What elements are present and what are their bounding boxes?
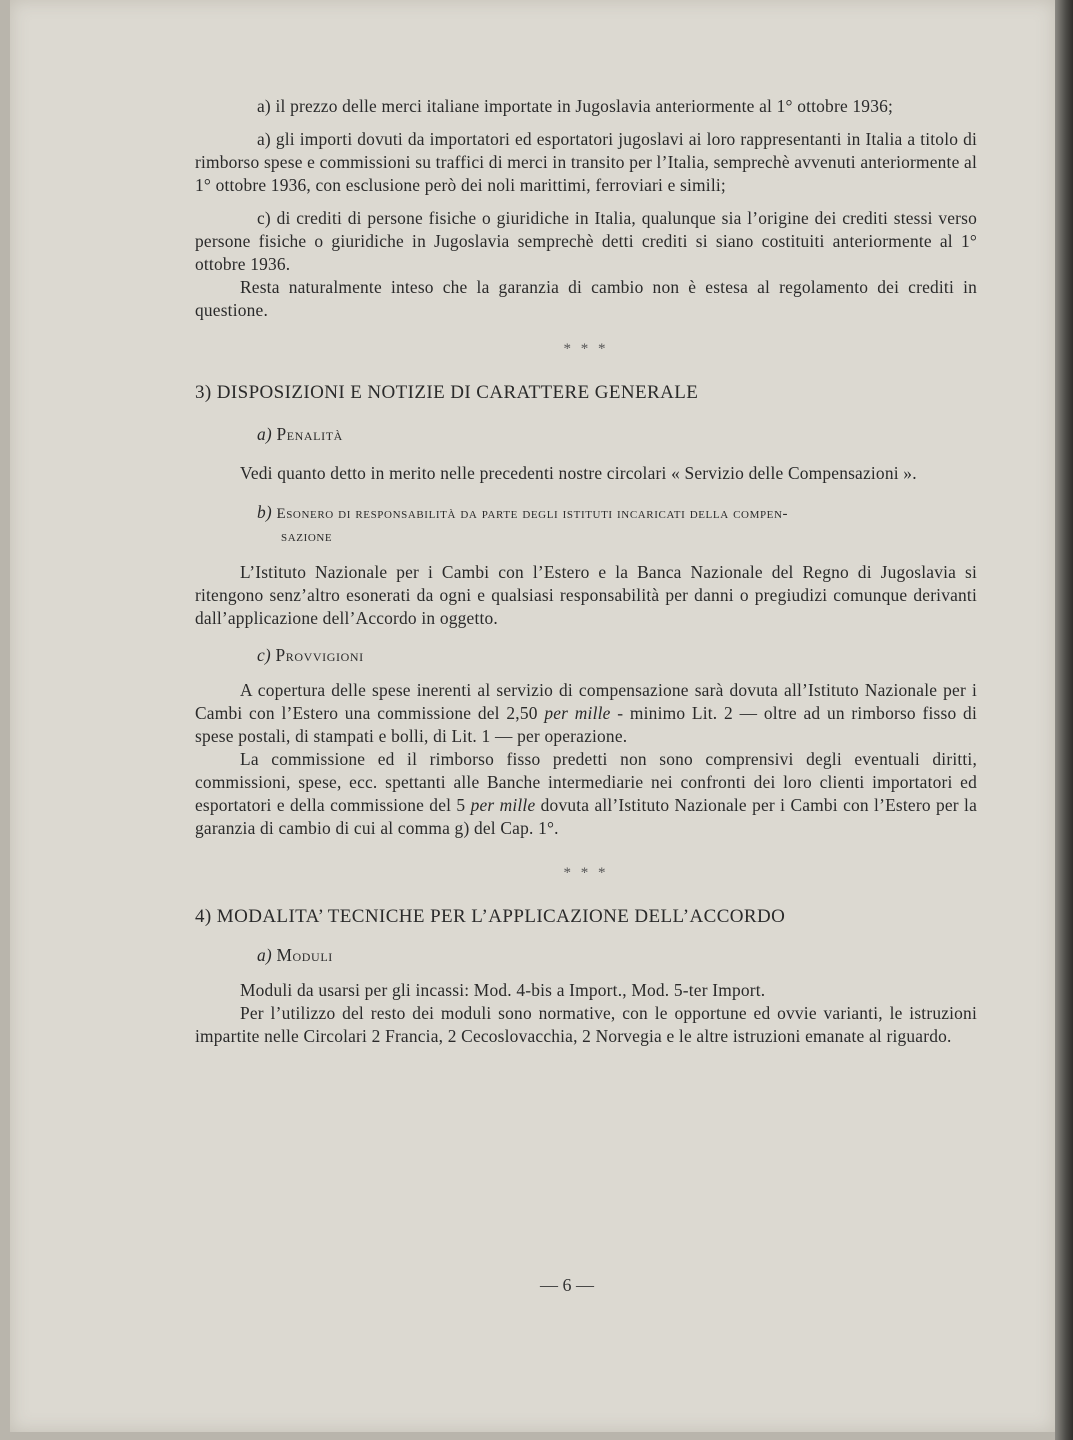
subheading-label: a) [257,424,272,444]
subheading-title: Moduli [276,945,333,965]
binding-edge [1055,0,1073,1440]
text-run-italic: per mille [470,795,536,815]
paragraph-item-crediti: c) di crediti di persone fisiche o giuridiche in Italia, qualunque sia l’origine dei crediti stessi verso persone fisiche o giuridiche in Jugoslavia semprechè detti crediti si siano costituiti anteriormente al 1° ottobre 1936. [195,208,977,274]
section-heading-4: 4) MODALITA’ TECNICHE PER L’APPLICAZIONE DELL’ACCORDO [195,906,786,927]
text-run: A copertura delle spese inerenti al servizio di compensazione sarà dovuta all’Istituto Nazionale per i Cambi con l’Estero una commissione del 2,50 [195,680,977,723]
paragraph-provvigioni-1 [195,679,977,748]
subheading-label: a) [257,945,272,965]
subheading-moduli [195,944,977,967]
subheading-title: Esonero di responsabilità da parte degli istituti incaricati della compen- [276,506,789,522]
paragraph-garanzia-note: Resta naturalmente inteso che la garanzia di cambio non è estesa al regolamento dei crediti in questione. [195,277,977,320]
paragraph-penalita: Vedi quanto detto in merito nelle precedenti nostre circolari « Servizio delle Compensazioni ». [240,463,917,483]
subheading-penalita [195,423,977,446]
paragraph-moduli-2: Per l’utilizzo del resto dei moduli sono normative, con le opportune ed ovvie varianti, le istruzioni impartite nelle Circolari 2 Francia, 2 Cecoslovacchia, 2 Norvegia e le altre istruzioni emanate al riguardo. [195,1003,977,1046]
text-run: dovuta all’Istituto Nazionale per i Cambi con l’Estero per la garanzia di cambio di cui al comma g) del Cap. 1°. [195,795,977,838]
paragraph-esonero: L’Istituto Nazionale per i Cambi con l’Estero e la Banca Nazionale del Regno di Jugoslavia si ritengono senz’altro esonerati da ogni e qualsiasi responsabilità per danni o pregiudizi comunque derivanti dall’applicazione dell’Accordo in oggetto. [195,562,977,628]
text-run-italic: per mille [544,703,611,723]
subheading-title: Penalità [276,424,343,444]
paragraph-moduli-1: Moduli da usarsi per gli incassi: Mod. 4-bis a Import., Mod. 5-ter Import. [240,980,766,1000]
section-separator: * * * [563,341,609,357]
paragraph-item-importi: a) gli importi dovuti da importatori ed esportatori jugoslavi ai loro rappresentanti in Italia a titolo di rimborso spese e commissioni su traffici di merci in transito per l’Italia, semprechè avvenuti anteriormente al 1° ottobre 1936, con esclusione però dei noli marittimi, ferroviari e simili; [195,129,977,195]
subheading-esonero [195,501,977,526]
text-run: - minimo Lit. 2 — oltre ad un rimborso fisso di spese postali, di stampati e bolli, di Lit. 1 — per operazione. [195,703,977,746]
text-run: La commissione ed il rimborso fisso predetti non sono comprensivi degli eventuali diritti, commissioni, spese, ecc. spettanti alle Banche intermediarie nei confronti dei loro clienti importatori ed esportatori e della commissione del 5 [195,749,977,815]
subheading-label: b) [257,502,272,522]
paragraph-provvigioni-2 [195,748,977,840]
section-separator: * * * [563,865,609,881]
subheading-title-continued: sazione [281,529,333,545]
page-content [195,95,977,1048]
page-number: — 6 — [540,1275,594,1295]
paragraph-item-prezzo: a) il prezzo delle merci italiane importate in Jugoslavia anteriormente al 1° ottobre 1936; [257,96,894,116]
subheading-provvigioni [195,644,977,667]
subheading-label: c) [257,645,271,665]
subheading-title: Provvigioni [275,645,364,665]
section-heading-3: 3) DISPOSIZIONI E NOTIZIE DI CARATTERE GENERALE [195,382,699,403]
